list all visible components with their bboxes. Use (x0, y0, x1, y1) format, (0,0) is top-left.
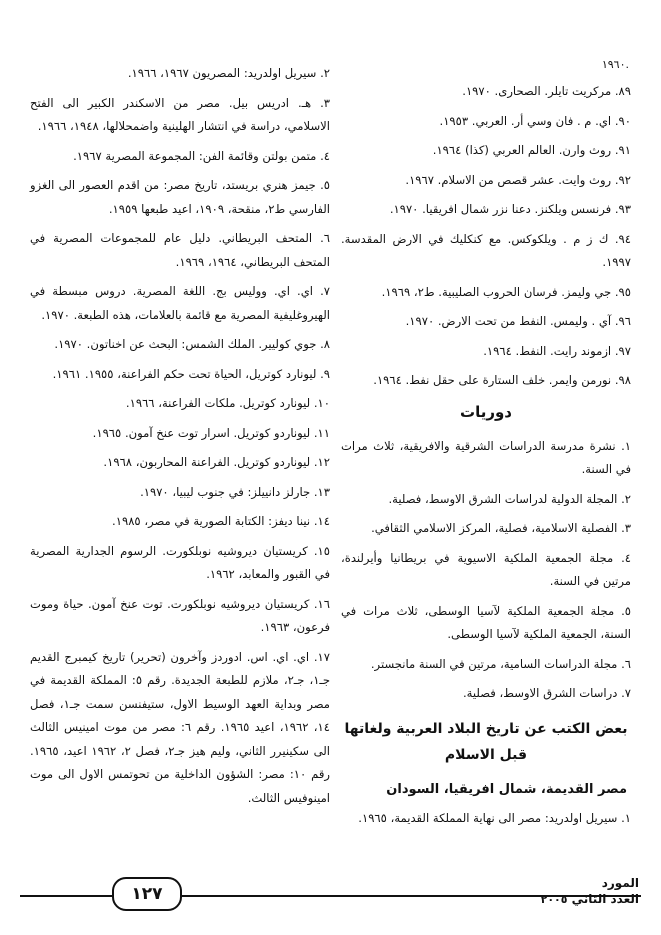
list-item: ٩٥. جي وليمز. فرسان الحروب الصليبية. ط٢، ١٩٦٩. (381, 284, 631, 299)
list-item: ١٧. اي. اي. اس. ادوردز وآخرون (تحرير) تاريخ كيمبرج القديم جـ١، جـ٢، ملازم للطبعة الجديدة. رقم ٥: المملكة القديمة في مصر وبداية العهد الوسيط الاول، ستيفنسن سمت جـ١، فصل ١٤، ١٩٦٢، اعيد ١٩٦٥. رقم ٦: مصر من موت امينيس الثالث الى سكينيرر الثاني، وليم هيز جـ٢، فصل ٢، ١٩٦٢ اعيد، ١٩٦٥. رقم ١٠: مصر: الشؤون الداخلية من تحوتمس الاول الى موت امينوفيس الثالث. (30, 649, 331, 805)
list-item: ٩. ليونارد كوتريل، الحياة تحت حكم الفراعنة، ١٩٥٥. ١٩٦١. (52, 366, 330, 381)
list-item: ٧. دراسات الشرق الاوسط، فصلية. (462, 686, 631, 700)
list-item: ٩٨. نورمن وايمر. خلف الستارة على حقل نفط. ١٩٦٤. (373, 373, 631, 387)
list-item: ١٦. كريستيان ديروشيه نوبلكورت. توت عنخ آمون. حياة وموت فرعون، ١٩٦٣. (30, 596, 330, 634)
list-item: ١٢. ليوناردو كوتريل. الفراعنة المحاربون، ١٩٦٨. (103, 455, 330, 469)
list-item: ٧. اي. اي. ووليس بج. اللغة المصرية. دروس مبسطة في الهيروغليفية المصرية مع قائمة بالعلامات، هذه الطبعة. ١٩٧٠. (30, 284, 330, 322)
list-item: ٩٧. ازموند رايت. النفط. ١٩٦٤. (483, 343, 631, 358)
list-item: ٤. متمن بولتن وقائمة الفن: المجموعة المصرية ١٩٦٧. (73, 148, 330, 163)
list-item: ٥. جيمز هنري بريستد، تاريخ مصر: من اقدم العصور الى الغزو الفارسي ط٢، منقحة، ١٩٠٩، اعيد طبعها ١٩٥٩. (30, 178, 330, 216)
subheading: مصر القديمة، شمال افريقيا، السودان (386, 781, 627, 797)
issue-label: العدد الثاني (571, 892, 639, 906)
magazine-name: المورد (601, 876, 639, 890)
list-item: ١. نشرة مدرسة الدراسات الشرقية والافريقية، ثلاث مرات في السنة. (341, 438, 631, 476)
list-item: ٢. سيريل اولدريد: المصريون ١٩٦٧، ١٩٦٦. (127, 66, 330, 80)
page-number: ١٢٧ (112, 877, 182, 911)
list-item: ٣. هـ. ادريس بيل. مصر من الاسكندر الكبير الى الفتح الاسلامي، دراسة في انتشار الهلينية واضمحلالها، ١٩٤٨، ١٩٦٦. (30, 95, 330, 133)
list-item: ٣. الفصلية الاسلامية، فصلية، المركز الاسلامي الثقافي. (371, 521, 631, 535)
list-item: ٨٩. مركريت تايلر. الصحارى. ١٩٧٠. (462, 84, 631, 98)
list-item: ٩٠. اي. م . فان وسي أر. العربي. ١٩٥٣. (439, 113, 631, 128)
list-item: ١٥. كريستيان ديروشيه نوبلكورت. الرسوم الجدارية المصرية في القبور والمعابد، ١٩٦٢. (30, 543, 330, 581)
list-item: ٩٢. روث وايت. عشر قصص من الاسلام. ١٩٦٧. (405, 172, 631, 187)
section-heading: بعض الكتب عن تاريخ البلاد العربية ولغاتها قبل الاسلام (344, 720, 628, 763)
list-item: ١. سيريل اولدريد: مصر الى نهاية المملكة القديمة، ١٩٦٥. (358, 810, 631, 825)
periodicals-heading: دوريات (460, 402, 512, 421)
list-item: ١١. ليوناردو كوتريل. اسرار توت عنخ آمون. ١٩٦٥. (92, 425, 330, 440)
list-item: ٢. المجلة الدولية لدراسات الشرق الاوسط، فصلية. (388, 491, 631, 506)
page-footer (0, 871, 661, 935)
left-column (30, 62, 330, 816)
list-item: ٩١. روث وارن. العالم العربي (كذا) ١٩٦٤. (432, 143, 631, 157)
issue-year: ٢٠٠٥ (540, 893, 568, 906)
list-item: ٥. مجلة الجمعية الملكية لآسيا الوسطى، ثلاث مرات في السنة، الجمعية الملكية لآسيا الوسطى. (341, 603, 631, 641)
periodicals-list (341, 435, 631, 706)
list-item: ٩٣. فرنسس ويلكنز. دعنا نزر شمال افريقيا. ١٩٧٠. (389, 202, 631, 216)
list-item: ١٤. نينا ديفز: الكتابة الصورية في مصر، ١٩٨٥. (112, 514, 330, 528)
list-item: ٦. مجلة الدراسات السامية، مرتين في السنة مانجستر. (370, 656, 631, 671)
right-items (341, 80, 631, 393)
list-item: ٨. جوي كوليير. الملك الشمس: البحث عن اخناتون. ١٩٧٠. (54, 337, 330, 351)
magazine-info (541, 875, 639, 908)
list-item: ٩٦. آي . وليمس. النفط من تحت الارض. ١٩٧٠. (405, 314, 631, 328)
list-item: ٤. مجلة الجمعية الملكية الاسيوية في بريطانيا وأيرلندة، مرتين في السنة. (341, 550, 631, 588)
right-column (341, 80, 631, 836)
list-item: ١٠. ليونارد كوتريل. ملكات الفراعنة، ١٩٦٦. (125, 396, 330, 410)
list-item: ٩٤. ك ز م . ويلكوكس. مع كنكليك في الارض المقدسة. ١٩٩٧. (341, 231, 631, 269)
list-item: ١٣. جارلز دانييلز: في جنوب ليبيا، ١٩٧٠. (140, 484, 330, 499)
top-fragment: ١٩٦٠. (601, 58, 629, 71)
issue-line (541, 891, 639, 908)
list-item: ٦. المتحف البريطاني. دليل عام للمجموعات المصرية في المتحف البريطاني، ١٩٦٤، ١٩٦٩. (30, 231, 330, 269)
